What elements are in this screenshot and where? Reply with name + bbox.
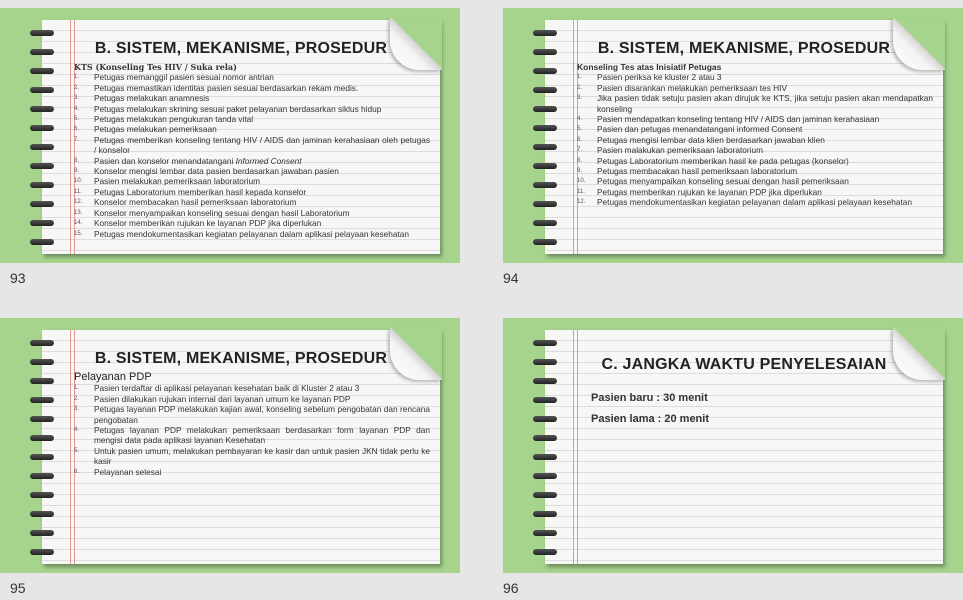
spiral-ring (533, 473, 557, 479)
list-item-label: Pasien dan petugas menandatangani informed Consent (597, 124, 803, 135)
procedure-list (74, 383, 430, 477)
list-item (74, 156, 430, 166)
spiral-ring (533, 530, 557, 536)
list-item-text (94, 114, 430, 124)
duration-returning-patient: Pasien lama : 20 menit (591, 413, 709, 425)
list-item-label: Konselor membacakan hasil pemeriksaan laboratorium (94, 197, 297, 208)
list-item (577, 135, 933, 145)
spiral-ring (533, 182, 557, 188)
list-item-number: 1. (577, 74, 583, 81)
spiral-ring (533, 106, 557, 112)
slide-title: B. SISTEM, MEKANISME, PROSEDUR (94, 350, 388, 367)
list-item (74, 135, 430, 156)
list-item (74, 104, 430, 114)
list-item-label: Petugas mendokumentasikan kegiatan pelayanan dalam aplikasi pelayaan kesehatan (597, 197, 913, 208)
list-item (74, 114, 430, 124)
slide-thumbnail-94[interactable] (503, 8, 963, 263)
notebook-page (42, 330, 440, 564)
list-item-text (597, 176, 933, 186)
list-item-label: Petugas memastikan identitas pasien sesuai berdasarkan rekam medis. (94, 82, 359, 93)
list-item-number: 7. (577, 147, 583, 154)
list-item (74, 229, 430, 239)
spiral-ring (30, 87, 54, 93)
list-item-text (597, 145, 933, 155)
list-item-label: Petugas melakukan pemeriksaan (94, 124, 217, 135)
procedure-list (577, 72, 933, 207)
list-item-number: 3. (577, 95, 583, 102)
list-item-number: 2. (74, 395, 80, 402)
list-item-label: Petugas Laboratorium memberikan hasil ke pada petugas (konselor) (597, 155, 849, 166)
spiral-ring (533, 144, 557, 150)
list-item-label: Petugas membacakan hasil pemeriksaan laboratorium (597, 166, 798, 177)
list-item-number: 1. (74, 74, 80, 81)
spiral-ring (30, 144, 54, 150)
list-item-label: Petugas layanan PDP melakukan kajian awal, konseling sebelum pengobatan dan rencana pengobatan (94, 404, 430, 425)
spiral-ring (533, 125, 557, 131)
list-item-number: 13. (74, 209, 83, 216)
notebook-page (545, 20, 943, 254)
list-item-text (94, 156, 430, 166)
list-item-label: Pelayanan selesai (94, 466, 162, 477)
spiral-ring (533, 511, 557, 517)
list-item-number: 6. (74, 468, 80, 475)
list-item-text (94, 104, 430, 114)
list-item (74, 187, 430, 197)
spiral-ring (30, 340, 54, 346)
list-item-number: 6. (577, 136, 583, 143)
list-item (74, 166, 430, 176)
list-item-text (94, 394, 430, 404)
list-item-label: Petugas Laboratorium memberikan hasil kepada konselor (94, 186, 307, 197)
list-item-text (597, 72, 933, 82)
list-item (577, 145, 933, 155)
spiral-ring (30, 492, 54, 498)
list-item (577, 93, 933, 114)
spiral-binding-icon (30, 340, 54, 560)
spiral-ring (30, 30, 54, 36)
spiral-ring (30, 106, 54, 112)
list-item-text (94, 425, 430, 446)
list-item-label: Petugas memberikan rujukan ke layanan PDP jika diperlukan (597, 186, 822, 197)
spiral-ring (533, 454, 557, 460)
spiral-ring (30, 473, 54, 479)
spiral-binding-icon (30, 30, 54, 250)
slide-number: 95 (10, 580, 26, 596)
slide-number: 93 (10, 270, 26, 286)
list-item-label: Pasien mendapatkan konseling tentang HIV / AIDS dan jaminan kerahasiaan (597, 114, 880, 125)
list-item-number: 6. (74, 126, 80, 133)
list-item-number: 12. (74, 199, 83, 206)
list-item (577, 156, 933, 166)
slide-subtitle: Pelayanan PDP (74, 371, 152, 383)
notebook-page (545, 330, 943, 564)
list-item-number: 5. (74, 447, 80, 454)
slide-title: B. SISTEM, MEKANISME, PROSEDUR (597, 40, 891, 57)
list-item-label: Pasien dilakukan rujukan internal dari layanan umum ke layanan PDP (94, 393, 351, 404)
list-item-number: 10. (577, 178, 586, 185)
list-item (577, 176, 933, 186)
list-item (577, 187, 933, 197)
list-item-number: 11. (74, 188, 82, 195)
list-item-text (94, 135, 430, 156)
slide-content (577, 62, 933, 208)
list-item-number: 2. (74, 84, 80, 91)
duration-new-patient: Pasien baru : 30 menit (591, 392, 708, 404)
list-item-text (597, 135, 933, 145)
list-item-text (94, 218, 430, 228)
list-item-text (597, 124, 933, 134)
spiral-ring (30, 435, 54, 441)
spiral-ring (30, 201, 54, 207)
list-item (74, 72, 430, 82)
spiral-ring (533, 68, 557, 74)
list-item (74, 83, 430, 93)
list-item-number: 4. (577, 116, 583, 123)
list-item (74, 425, 430, 446)
list-item-number: 9. (74, 168, 80, 175)
list-item-number: 2. (577, 84, 583, 91)
spiral-ring (30, 163, 54, 169)
spiral-ring (30, 454, 54, 460)
spiral-ring (30, 549, 54, 555)
list-item-text (94, 187, 430, 197)
spiral-ring (533, 30, 557, 36)
list-item-text (597, 197, 933, 207)
spiral-ring (30, 378, 54, 384)
list-item-number: 4. (74, 105, 80, 112)
list-item-label: Konselor mengisi lembar data pasien berdasarkan jawaban pasien (94, 166, 339, 177)
slide-thumbnail-93[interactable] (0, 8, 460, 263)
list-item-number: 4. (74, 427, 80, 434)
spiral-ring (533, 239, 557, 245)
spiral-ring (533, 492, 557, 498)
list-item-number: 10. (74, 178, 83, 185)
spiral-ring (30, 397, 54, 403)
list-item-label: Petugas mendokumentasikan kegiatan pelayanan dalam aplikasi pelayaan kesehatan (94, 228, 410, 239)
list-item-label: Untuk pasien umum, melakukan pembayaran ke kasir dan untuk pasien JKN tidak perlu ke kasir (94, 445, 430, 467)
list-item (74, 446, 430, 467)
list-item (74, 218, 430, 228)
spiral-ring (533, 416, 557, 422)
list-item-label: Petugas layanan PDP melakukan pemeriksaan berdasarkan form layanan PDP dan mengisi data pada aplikasi layanan Kesehatan (94, 425, 430, 446)
list-item-label: Pasien terdaftar di aplikasi pelayanan kesehatan baik di Kluster 2 atau 3 (94, 383, 360, 394)
list-item-emphasis: Informed Consent (235, 155, 302, 166)
spiral-ring (533, 435, 557, 441)
list-item (74, 197, 430, 207)
list-item-number: 9. (577, 168, 583, 175)
list-item-label: Petugas menyampaikan konseling sesuai dengan hasil pemeriksaan (597, 176, 849, 187)
spiral-ring (533, 201, 557, 207)
slide-title: B. SISTEM, MEKANISME, PROSEDUR (94, 40, 388, 57)
list-item-text (94, 72, 430, 82)
list-item-text (94, 124, 430, 134)
list-item-label: Petugas melakukan pengukuran tanda vital (94, 114, 254, 125)
list-item (577, 166, 933, 176)
list-item (577, 124, 933, 134)
list-item-number: 11. (577, 188, 585, 195)
list-item (74, 467, 430, 477)
list-item-text (597, 93, 933, 114)
list-item-text (94, 229, 430, 239)
slide-thumbnail-96[interactable] (503, 318, 963, 573)
spiral-ring (30, 239, 54, 245)
list-item-label: Petugas mengisi lembar data klien berdasarkan jawaban klien (597, 134, 825, 145)
list-item-text (94, 83, 430, 93)
slide-content (74, 372, 430, 477)
list-item-text (597, 166, 933, 176)
list-item-text (94, 467, 430, 477)
slide-thumbnail-95[interactable] (0, 318, 460, 573)
list-item-label: Petugas memberikan konseling tentang HIV / AIDS dan jaminan kerahasiaan oleh petugas / konselor (94, 134, 430, 156)
list-item-text (94, 404, 430, 425)
list-item-text (94, 166, 430, 176)
spiral-ring (30, 530, 54, 536)
list-item-number: 8. (74, 157, 80, 164)
spiral-ring (30, 511, 54, 517)
notebook-page (42, 20, 440, 254)
list-item (74, 404, 430, 425)
list-item-number: 3. (74, 95, 80, 102)
list-item (74, 383, 430, 393)
list-item (577, 197, 933, 207)
spiral-ring (533, 220, 557, 226)
list-item-number: 15. (74, 230, 83, 237)
slide-content (74, 62, 430, 239)
spiral-binding-icon (533, 30, 557, 250)
slide-number: 94 (503, 270, 519, 286)
list-item (577, 72, 933, 82)
list-item-text (597, 83, 933, 93)
list-item (577, 114, 933, 124)
list-item-text (94, 93, 430, 103)
list-item (74, 176, 430, 186)
list-item-label: Pasien melakukan pemeriksaan laboratorium (94, 176, 261, 187)
list-item (74, 124, 430, 134)
slide-number: 96 (503, 580, 519, 596)
list-item-number: 14. (74, 220, 83, 227)
list-item-label: Pasien dan konselor menandatangani (94, 155, 236, 166)
list-item-number: 7. (74, 136, 80, 143)
spiral-ring (533, 163, 557, 169)
list-item-text (597, 114, 933, 124)
list-item-number: 3. (74, 406, 80, 413)
list-item-text (597, 187, 933, 197)
list-item-text (94, 383, 430, 393)
spiral-ring (30, 125, 54, 131)
spiral-ring (30, 68, 54, 74)
list-item-number: 1. (74, 385, 80, 392)
list-item (74, 394, 430, 404)
duration-text (591, 388, 709, 430)
slide-title: C. JANGKA WAKTU PENYELESAIAN (601, 356, 887, 373)
list-item-text (94, 197, 430, 207)
spiral-ring (30, 220, 54, 226)
spiral-ring (533, 340, 557, 346)
list-item-number: 5. (74, 116, 80, 123)
spiral-ring (533, 549, 557, 555)
list-item (74, 93, 430, 103)
list-item-text (597, 156, 933, 166)
list-item-text (94, 176, 430, 186)
list-item (577, 83, 933, 93)
list-item-label: Petugas memanggil pasien sesuai nomor antrian (94, 72, 274, 83)
list-item-label: Petugas melakukan skrining sesuai paket pelayanan berdasarkan siklus hidup (94, 103, 382, 114)
spiral-ring (533, 378, 557, 384)
list-item-number: 12. (577, 199, 586, 206)
list-item-text (94, 208, 430, 218)
list-item-label: Petugas melakukan anamnesis (94, 93, 210, 104)
spiral-ring (30, 182, 54, 188)
spiral-ring (30, 416, 54, 422)
list-item-label: Pasien disarankan melakukan pemeriksaan tes HIV (597, 82, 788, 93)
list-item-text (94, 446, 430, 467)
list-item-label: Pasien periksa ke kluster 2 atau 3 (597, 72, 722, 83)
slide-subtitle: Konseling Tes atas Inisiatif Petugas (577, 62, 722, 72)
list-item-label: Konselor memberikan rujukan ke layanan PDP jika diperlukan (94, 218, 322, 229)
procedure-list (74, 72, 430, 239)
list-item-label: Jika pasien tidak setuju pasien akan dirujuk ke KTS, jika setuju pasien akan mendapatkan konseling (597, 93, 933, 114)
list-item-number: 5. (577, 126, 583, 133)
slide-subtitle: KTS (Konseling Tes HIV / Suka rela) (74, 62, 237, 72)
spiral-ring (533, 397, 557, 403)
list-item (74, 208, 430, 218)
list-item-number: 8. (577, 157, 583, 164)
list-item-label: Konselor menyampaikan konseling sesuai dengan hasil Laboratorium (94, 207, 350, 218)
spiral-ring (533, 87, 557, 93)
list-item-label: Pasien malakukan pemeriksaan laboratorium (597, 145, 764, 156)
